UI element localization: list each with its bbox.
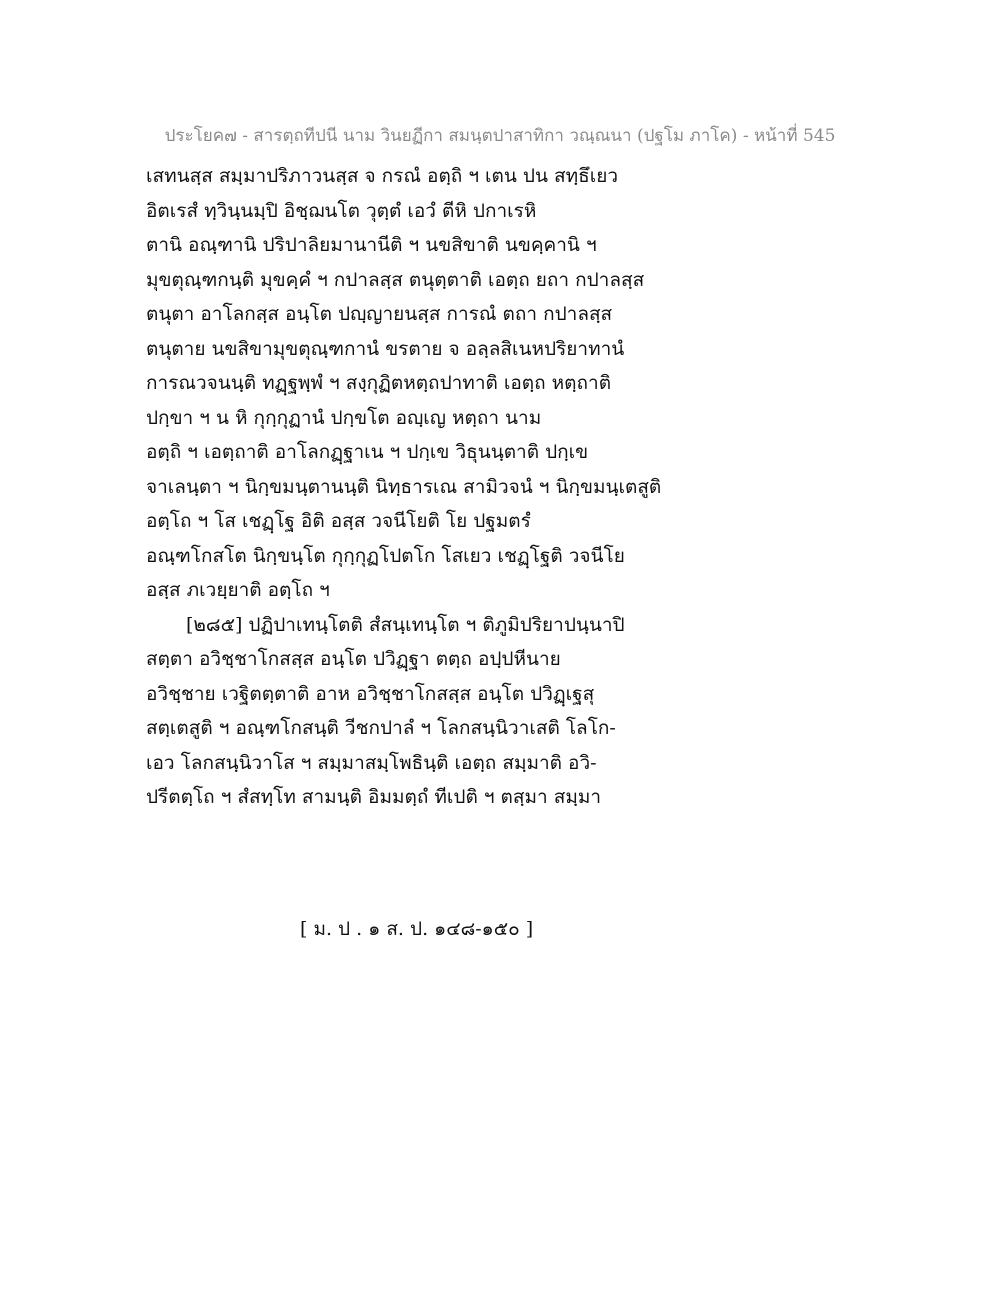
text-line: ปรีตตฺโถ ฯ สํสทฺโท สามนฺติ อิมมตฺถํ ทีเปติ ฯ ตสฺมา สมฺมา (146, 786, 602, 808)
text-line: ตานิ อณฺฑานิ ปริปาลิยมานานีติ ฯ นขสิขาติ นขคฺคานิ ฯ (146, 234, 597, 256)
text-line: อณฺฑโกสโต นิกฺขนฺโต กุกฺกุฏโปตโก โสเยว เชฏฺโฐติ วจนีโย (146, 544, 625, 567)
text-line: เอว โลกสนฺนิวาโส ฯ สมฺมาสมฺโพธินฺติ เอตฺถ สมฺมาติ อวิ- (146, 751, 597, 774)
reference-citation: [ ม. ป . ๑ ส. ป. ๑๔๘-๑๕๐ ] (300, 918, 534, 940)
text-line: อสฺส ภเวยฺยาติ อตฺโถ ฯ (146, 579, 330, 601)
text-line: อิตเรสํ ทฺวินฺนมฺปิ อิชฺฌนโต วุตฺตํ เอวํ ตีหิ ปกาเรหิ (146, 199, 537, 222)
paragraph-2 (146, 608, 706, 815)
text-line: ตนุตาย นขสิขามุขตุณฺฑกานํ ขรตาย จ อลฺลสิเนหปริยาทานํ (146, 337, 625, 360)
text-line: เสทนสฺส สมฺมาปริภาวนสฺส จ กรณํ อตฺถิ ฯ เตน ปน สทฺธึเยว (146, 165, 619, 187)
text-line: อตฺถิ ฯ เอตฺถาติ อาโลกฏฺฐาเน ฯ ปกฺเข วิธุนนฺตาติ ปกฺเข (146, 441, 589, 463)
text-line: สตฺตา อวิชฺชาโกสสฺส อนฺโต ปวิฏฺฐา ตตฺถ อปฺปหีนาย (146, 648, 561, 670)
paragraph-1 (146, 159, 706, 608)
body-text (146, 159, 706, 815)
page-header: ประโยค๗ - สารตฺถทีปนี นาม วินยฏีกา สมนฺตปาสาทิกา วณฺณนา (ปฐโม ภาโค) - หน้าที่ 545 (164, 126, 836, 146)
text-line: การณวจนนฺติ ทฏฺฐพฺพํ ฯ สงฺกุฏิตหตฺถปาทาติ เอตฺถ หตฺถาติ (146, 372, 612, 394)
text-line: อวิชฺชาย เวฐิตตฺตาติ อาห อวิชฺชาโกสสฺส อนฺโต ปวิฏฺเฐสุ (146, 682, 595, 705)
text-line: จาเลนฺตา ฯ นิกฺขมนฺตานนฺติ นิทฺธารเณ สามิวจนํ ฯ นิกฺขมนฺเตสูติ (146, 475, 662, 498)
text-line: ตนุตา อาโลกสฺส อนฺโต ปญฺญายนสฺส การณํ ตถา กปาลสฺส (146, 303, 613, 325)
text-line: [๒๘๕] ปฏิปาเทนฺโตติ สํสนฺเทนฺโต ฯ ติภูมิปริยาปนฺนาปิ (186, 613, 625, 636)
text-line: ปกฺขา ฯ น หิ กุกฺกุฏานํ ปกฺขโต อญฺเญ หตฺถา นาม (146, 406, 542, 429)
text-line: อตฺโถ ฯ โส เชฏฺโฐ อิติ อสฺส วจนีโยติ โย ปฐมตรํ (146, 510, 531, 532)
text-line: สตฺเตสูติ ฯ อณฺฑโกสนฺติ วีชกปาลํ ฯ โลกสนฺนิวาเสติ โลโก- (146, 717, 616, 739)
text-line: มุขตุณฺฑกนฺติ มุขคฺคํ ฯ กปาลสฺส ตนุตฺตาติ เอตฺถ ยถา กปาลสฺส (146, 268, 645, 291)
